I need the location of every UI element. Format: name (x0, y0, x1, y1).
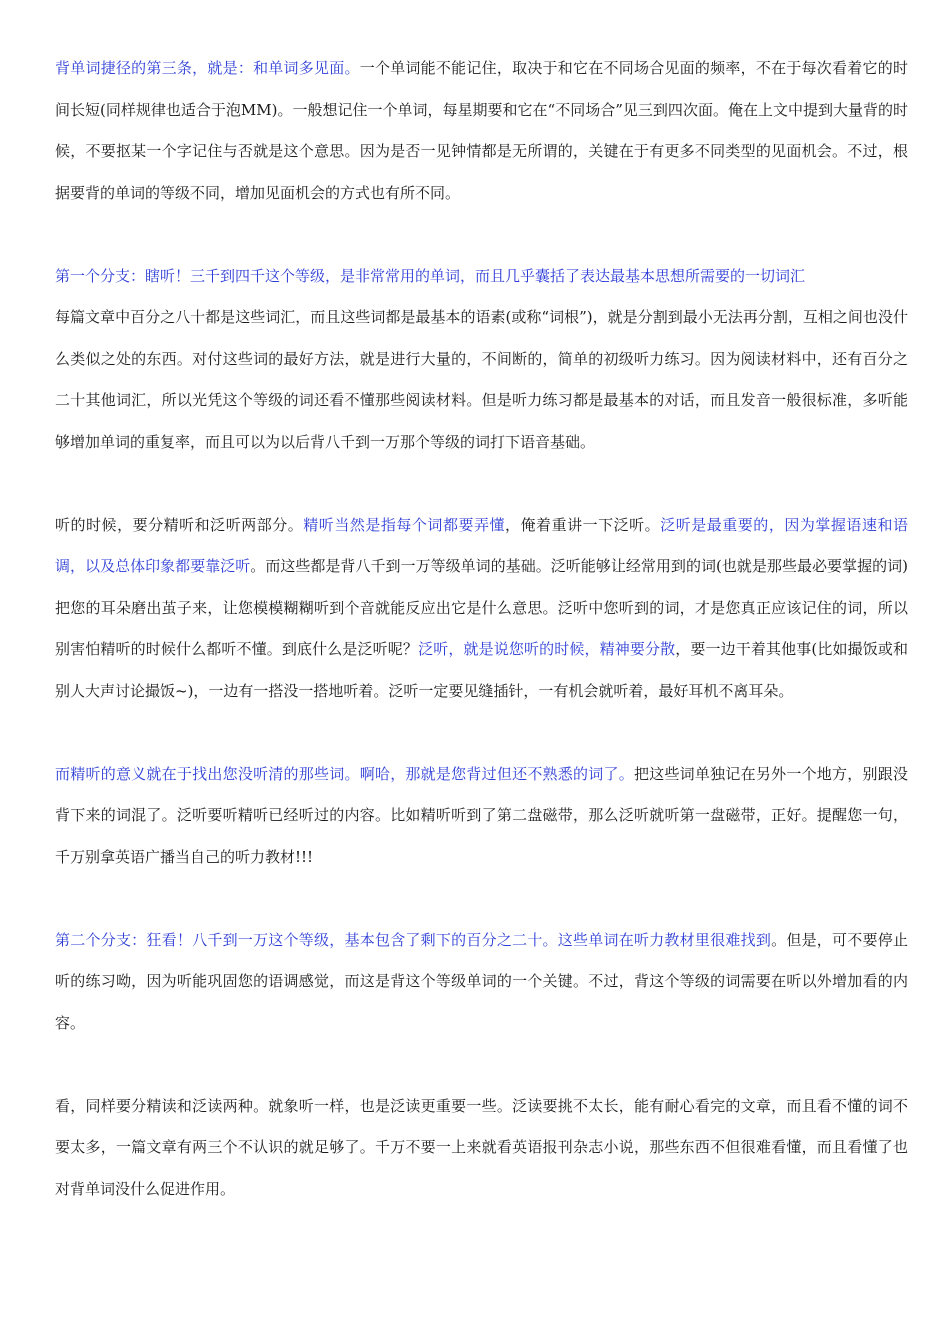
highlight-intensive-listening: 精听当然是指每个词都要弄懂 (303, 515, 506, 534)
heading-branch-one: 第一个分支：瞎听！三千到四千这个等级，是非常常用的单词，而且几乎囊括了表达最基本思想所需要的一切词汇 (55, 266, 806, 285)
paragraph-text: 看，同样要分精读和泛读两种。就象听一样，也是泛读更重要一些。泛读要挑不太长，能有耐心看完的文章，而且看不懂的词不要太多，一篇文章有两三个不认识的就足够了。千万不要一上来就看英语报刊杂志小说，那些东西不但很难看懂，而且看懂了也对背单词没什么促进作用。 (55, 1096, 908, 1198)
heading-tip-three: 背单词捷径的第三条，就是：和单词多见面。 (55, 59, 360, 77)
highlight-intensive-meaning: 而精听的意义就在于找出您没听清的那些词。啊哈，那就是您背过但还不熟悉的词了。 (55, 764, 634, 783)
paragraph-text: ，要一边干着其他事(比如撮饭或和别人大声讨论撮饭~)，一边有一搭没一搭地听着。泛听一定要见缝插针，一有机会就听着，最好耳机不离耳朵。 (55, 640, 908, 700)
heading-branch-two: 第二个分支：狂看！八千到一万这个等级，基本包含了剩下的百分之二十。这些单词在听力教材里很难找到 (55, 930, 772, 949)
paragraph-reading (55, 1086, 908, 1211)
highlight-extensive-definition: 泛听，就是说您听的时候，精神要分散 (418, 640, 676, 658)
paragraph-text: 一个单词能不能记住，取决于和它在不同场合见面的频率，不在于每次看着它的时间长短(同样规律也适合于泡MM)。一般想记住一个单词，每星期要和它在“不同场合”见三到四次面。俺在上文中提到大量背的时候，不要抠某一个字记住与否就是这个意思。因为是否一见钟情都是无所谓的，关键在于有更多不同类型的见面机会。不过，根据要背的单词的等级不同，增加见面机会的方式也有所不同。 (55, 59, 908, 202)
paragraph-intensive-listening (55, 754, 908, 879)
paragraph-text: 把这些词单独记在另外一个地方，别跟没背下来的词混了。泛听要听精听已经听过的内容。比如精听听到了第二盘磁带，那么泛听就听第一盘磁带，正好。提醒您一句，千万别拿英语广播当自己的听力教材!!! (55, 764, 908, 866)
paragraph-text: 每篇文章中百分之八十都是这些词汇，而且这些词都是最基本的语素(或称“词根”)，就是分割到最小无法再分割，互相之间也没什么类似之处的东西。对付这些词的最好方法，就是进行大量的，不间断的，简单的初级听力练习。因为阅读材料中，还有百分之二十其他词汇，所以光凭这个等级的词还看不懂那些阅读材料。但是听力练习都是最基本的对话，而且发音一般很标准，多听能够增加单词的重复率，而且可以为以后背八千到一万那个等级的词打下语音基础。 (55, 308, 908, 451)
paragraph-text: 。但是，可不要停止听的练习呦，因为听能巩固您的语调感觉，而这是背这个等级单词的一个关键。不过，背这个等级的词需要在听以外增加看的内容。 (55, 930, 908, 1032)
paragraph-branch-two (55, 920, 908, 1045)
paragraph-branch-one (55, 256, 908, 464)
paragraph-listening (55, 505, 908, 713)
paragraph-text: 听的时候，要分精听和泛听两部分。 (55, 515, 304, 534)
highlight-extensive-listening: 泛听是最重要的，因为掌握语速和语调，以及总体印象都要靠泛听 (55, 515, 908, 575)
paragraph-tip-three (55, 48, 908, 214)
paragraph-text: 。而这些都是背八千到一万等级单词的基础。泛听能够让经常用到的词(也就是那些最必要掌握的词)把您的耳朵磨出茧子来，让您模模糊糊听到个音就能反应出它是什么意思。泛听中您听到的词，才是您真正应该记住的词，所以别害怕精听的时候什么都听不懂。到底什么是泛听呢？ (55, 557, 908, 658)
paragraph-text: ，俺着重讲一下泛听。 (505, 515, 661, 534)
